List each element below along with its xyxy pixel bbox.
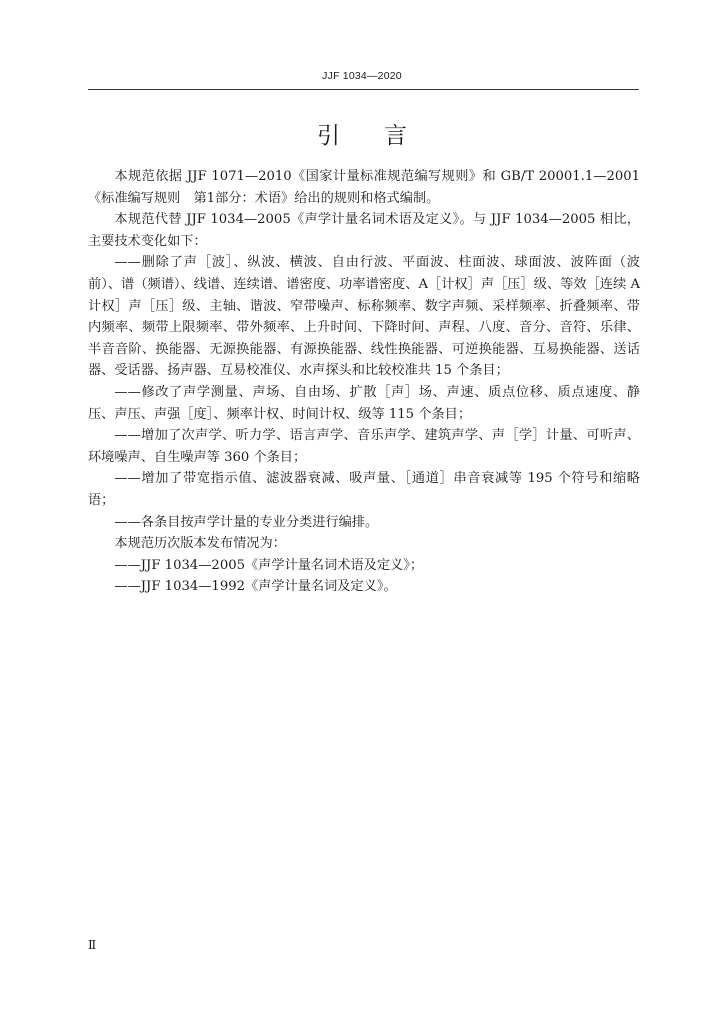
- body-text: [88, 166, 640, 598]
- paragraph: ——删除了声［波］、纵波、横波、自由行波、平面波、柱面波、球面波、波阵面（波前）、谱（频谱）、线谱、连续谱、谱密度、功率谱密度、A［计权］声［压］级、等效［连续 A 计权］声［压］级、主轴、谐波、窄带噪声、标称频率、数字声频、采样频率、折叠频率、带内频率、频带上限频率、带外频率、上升时间、下降时间、声程、八度、音分、音符、乐律、半音音阶、换能器、无源换能器、有源换能器、线性换能器、可逆换能器、互易换能器、送话器、受话器、扬声器、互易校准仪、水声探头和比较校准共 15 个条目；: [88, 255, 640, 379]
- paragraph: ——修改了声学测量、声场、自由场、扩散［声］场、声速、质点位移、质点速度、静压、声压、声强［度］、频率计权、时间计权、级等 115 个条目；: [88, 384, 640, 422]
- paragraph: 本规范代替 JJF 1034—2005《声学计量名词术语及定义》。与 JJF 1034—2005 相比，主要技术变化如下：: [88, 212, 640, 249]
- page-number: Ⅱ: [88, 938, 97, 952]
- paragraph: ——JJF 1034—2005《声学计量名词术语及定义》；: [114, 557, 424, 573]
- paragraph: ——增加了次声学、听力学、语言声学、音乐声学、建筑声学、声［学］计量、可听声、环境噪声、自生噪声等 360 个条目；: [88, 428, 640, 465]
- running-header: JJF 1034—2020: [322, 70, 402, 82]
- paragraph: ——JJF 1034—1992《声学计量名词及定义》。: [114, 579, 397, 595]
- header-rule: [88, 89, 639, 90]
- paragraph: ——增加了带宽指示值、滤波器衰减、吸声量、［通道］串音衰减等 195 个符号和缩略语；: [88, 471, 640, 508]
- paragraph: 本规范依据 JJF 1071—2010《国家计量标准规范编写规则》和 GB/T 20001.1—2001《标准编写规则 第1部分：术语》给出的规则和格式编制。: [88, 169, 640, 206]
- paragraph: ——各条目按声学计量的专业分类进行编排。: [114, 514, 379, 530]
- paragraph: 本规范历次版本发布情况为：: [114, 536, 286, 552]
- section-title: 引言: [317, 123, 451, 149]
